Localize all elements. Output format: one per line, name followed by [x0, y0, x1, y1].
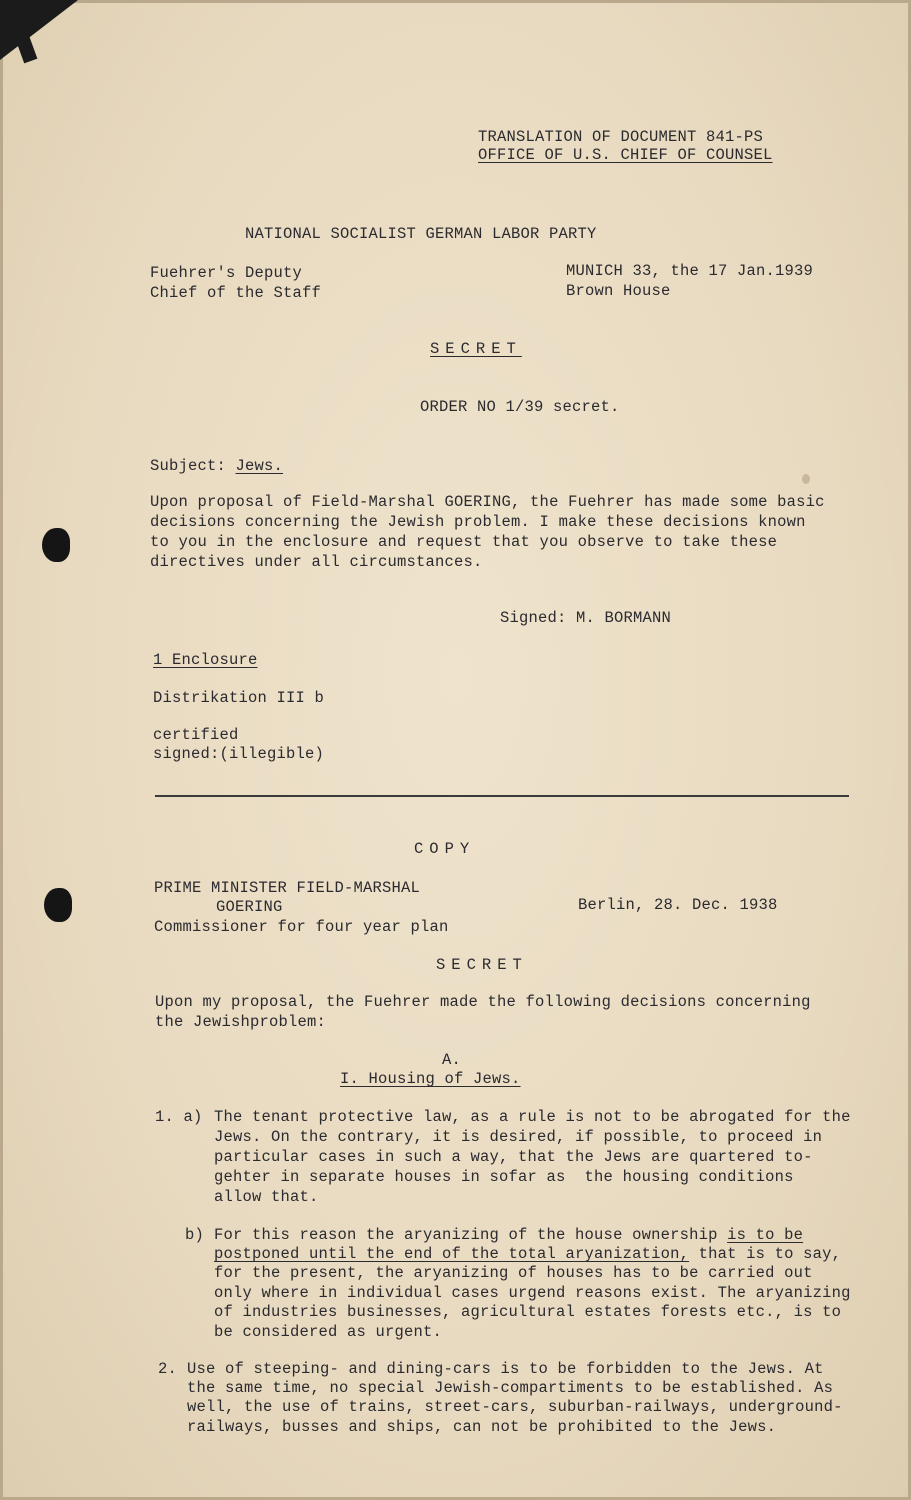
item-1b-line: of industries businesses, agricultural estates forests etc., is to [214, 1303, 842, 1321]
item-1a-line: allow that. [214, 1188, 319, 1206]
party-name: NATIONAL SOCIALIST GERMAN LABOR PARTY [245, 225, 597, 243]
item-1a-line: Jews. On the contrary, it is desired, if possible, to proceed in [214, 1128, 823, 1146]
item-1b-text: For this reason the aryanizing of the house ownership [214, 1226, 728, 1244]
certified-signature: signed:(illegible) [153, 745, 325, 763]
body-line: directives under all circumstances. [150, 553, 483, 571]
classification-secret: SECRET [430, 340, 522, 358]
item-1b-text: that is to say, [689, 1245, 842, 1263]
item-1a-line: particular cases in such a way, that the Jews are quartered to- [214, 1148, 813, 1166]
office-line: OFFICE OF U.S. CHIEF OF COUNSEL [478, 146, 773, 164]
certified: certified [153, 726, 239, 744]
item-1b-underlined: is to be [727, 1226, 804, 1244]
item-1b-underlined: postponed until the end of the total aryanization, [214, 1245, 690, 1263]
copy-label: COPY [414, 840, 476, 858]
item-2-line: well, the use of trains, street-cars, suburban-railways, underground- [187, 1398, 843, 1416]
subject-label: Subject: [150, 457, 227, 475]
translation-line: TRANSLATION OF DOCUMENT 841-PS [478, 128, 764, 146]
item-1b-line [214, 1245, 841, 1265]
item-2-line: Use of steeping- and dining-cars is to be forbidden to the Jews. At [187, 1360, 824, 1378]
separator-rule [155, 795, 849, 797]
item-1b-marker: b) [185, 1226, 205, 1244]
place-date: MUNICH 33, the 17 Jan.1939 [566, 262, 814, 280]
punch-hole-top [42, 528, 70, 562]
punch-hole-bottom [44, 888, 72, 922]
sender-line-2: Chief of the Staff [150, 284, 322, 302]
paper-stain [802, 474, 810, 484]
body-line: Upon proposal of Field-Marshal GOERING, the Fuehrer has made some basic [150, 493, 825, 511]
intro-line: the Jewishproblem: [155, 1013, 327, 1031]
item-1a-line: The tenant protective law, as a rule is not to be abrogated for the [214, 1108, 851, 1126]
enclosure: 1 Enclosure [153, 651, 258, 669]
order-number: ORDER NO 1/39 secret. [420, 398, 620, 416]
sender-line-1: Fuehrer's Deputy [150, 264, 303, 282]
classification-secret: SECRET [436, 956, 528, 974]
item-1a-line: gehter in separate houses in sofar as the housing conditions [214, 1168, 794, 1186]
intro-line: Upon my proposal, the Fuehrer made the following decisions concerning [155, 993, 811, 1011]
section-letter: A. [442, 1051, 462, 1069]
item-1a-marker: 1. a) [155, 1108, 203, 1126]
sender-line-2: GOERING [216, 898, 283, 916]
item-1b-line: only where in individual cases urgend reasons exist. The aryanizing [214, 1284, 851, 1302]
building: Brown House [566, 282, 671, 300]
signature-line: Signed: M. BORMANN [500, 609, 672, 627]
item-1b-line [214, 1226, 803, 1246]
sender-line-1: PRIME MINISTER FIELD-MARSHAL [154, 879, 421, 897]
item-2-line: railways, busses and ships, can not be prohibited to the Jews. [187, 1418, 777, 1436]
body-line: to you in the enclosure and request that you observe to take these [150, 533, 778, 551]
item-2-marker: 2. [158, 1360, 178, 1378]
subject-line [150, 457, 283, 477]
item-1b-line: be considered as urgent. [214, 1323, 443, 1341]
subject-value: Jews. [235, 457, 284, 475]
place-date: Berlin, 28. Dec. 1938 [578, 896, 778, 914]
item-1b-line: for the present, the aryanizing of houses has to be carried out [214, 1264, 813, 1282]
body-line: decisions concerning the Jewish problem. I make these decisions known [150, 513, 806, 531]
section-title: I. Housing of Jews. [340, 1070, 521, 1088]
item-2-line: the same time, no special Jewish-compartiments to be established. As [187, 1379, 834, 1397]
distribution: Distrikation III b [153, 689, 325, 707]
corner-tab [0, 0, 78, 60]
sender-line-3: Commissioner for four year plan [154, 918, 449, 936]
